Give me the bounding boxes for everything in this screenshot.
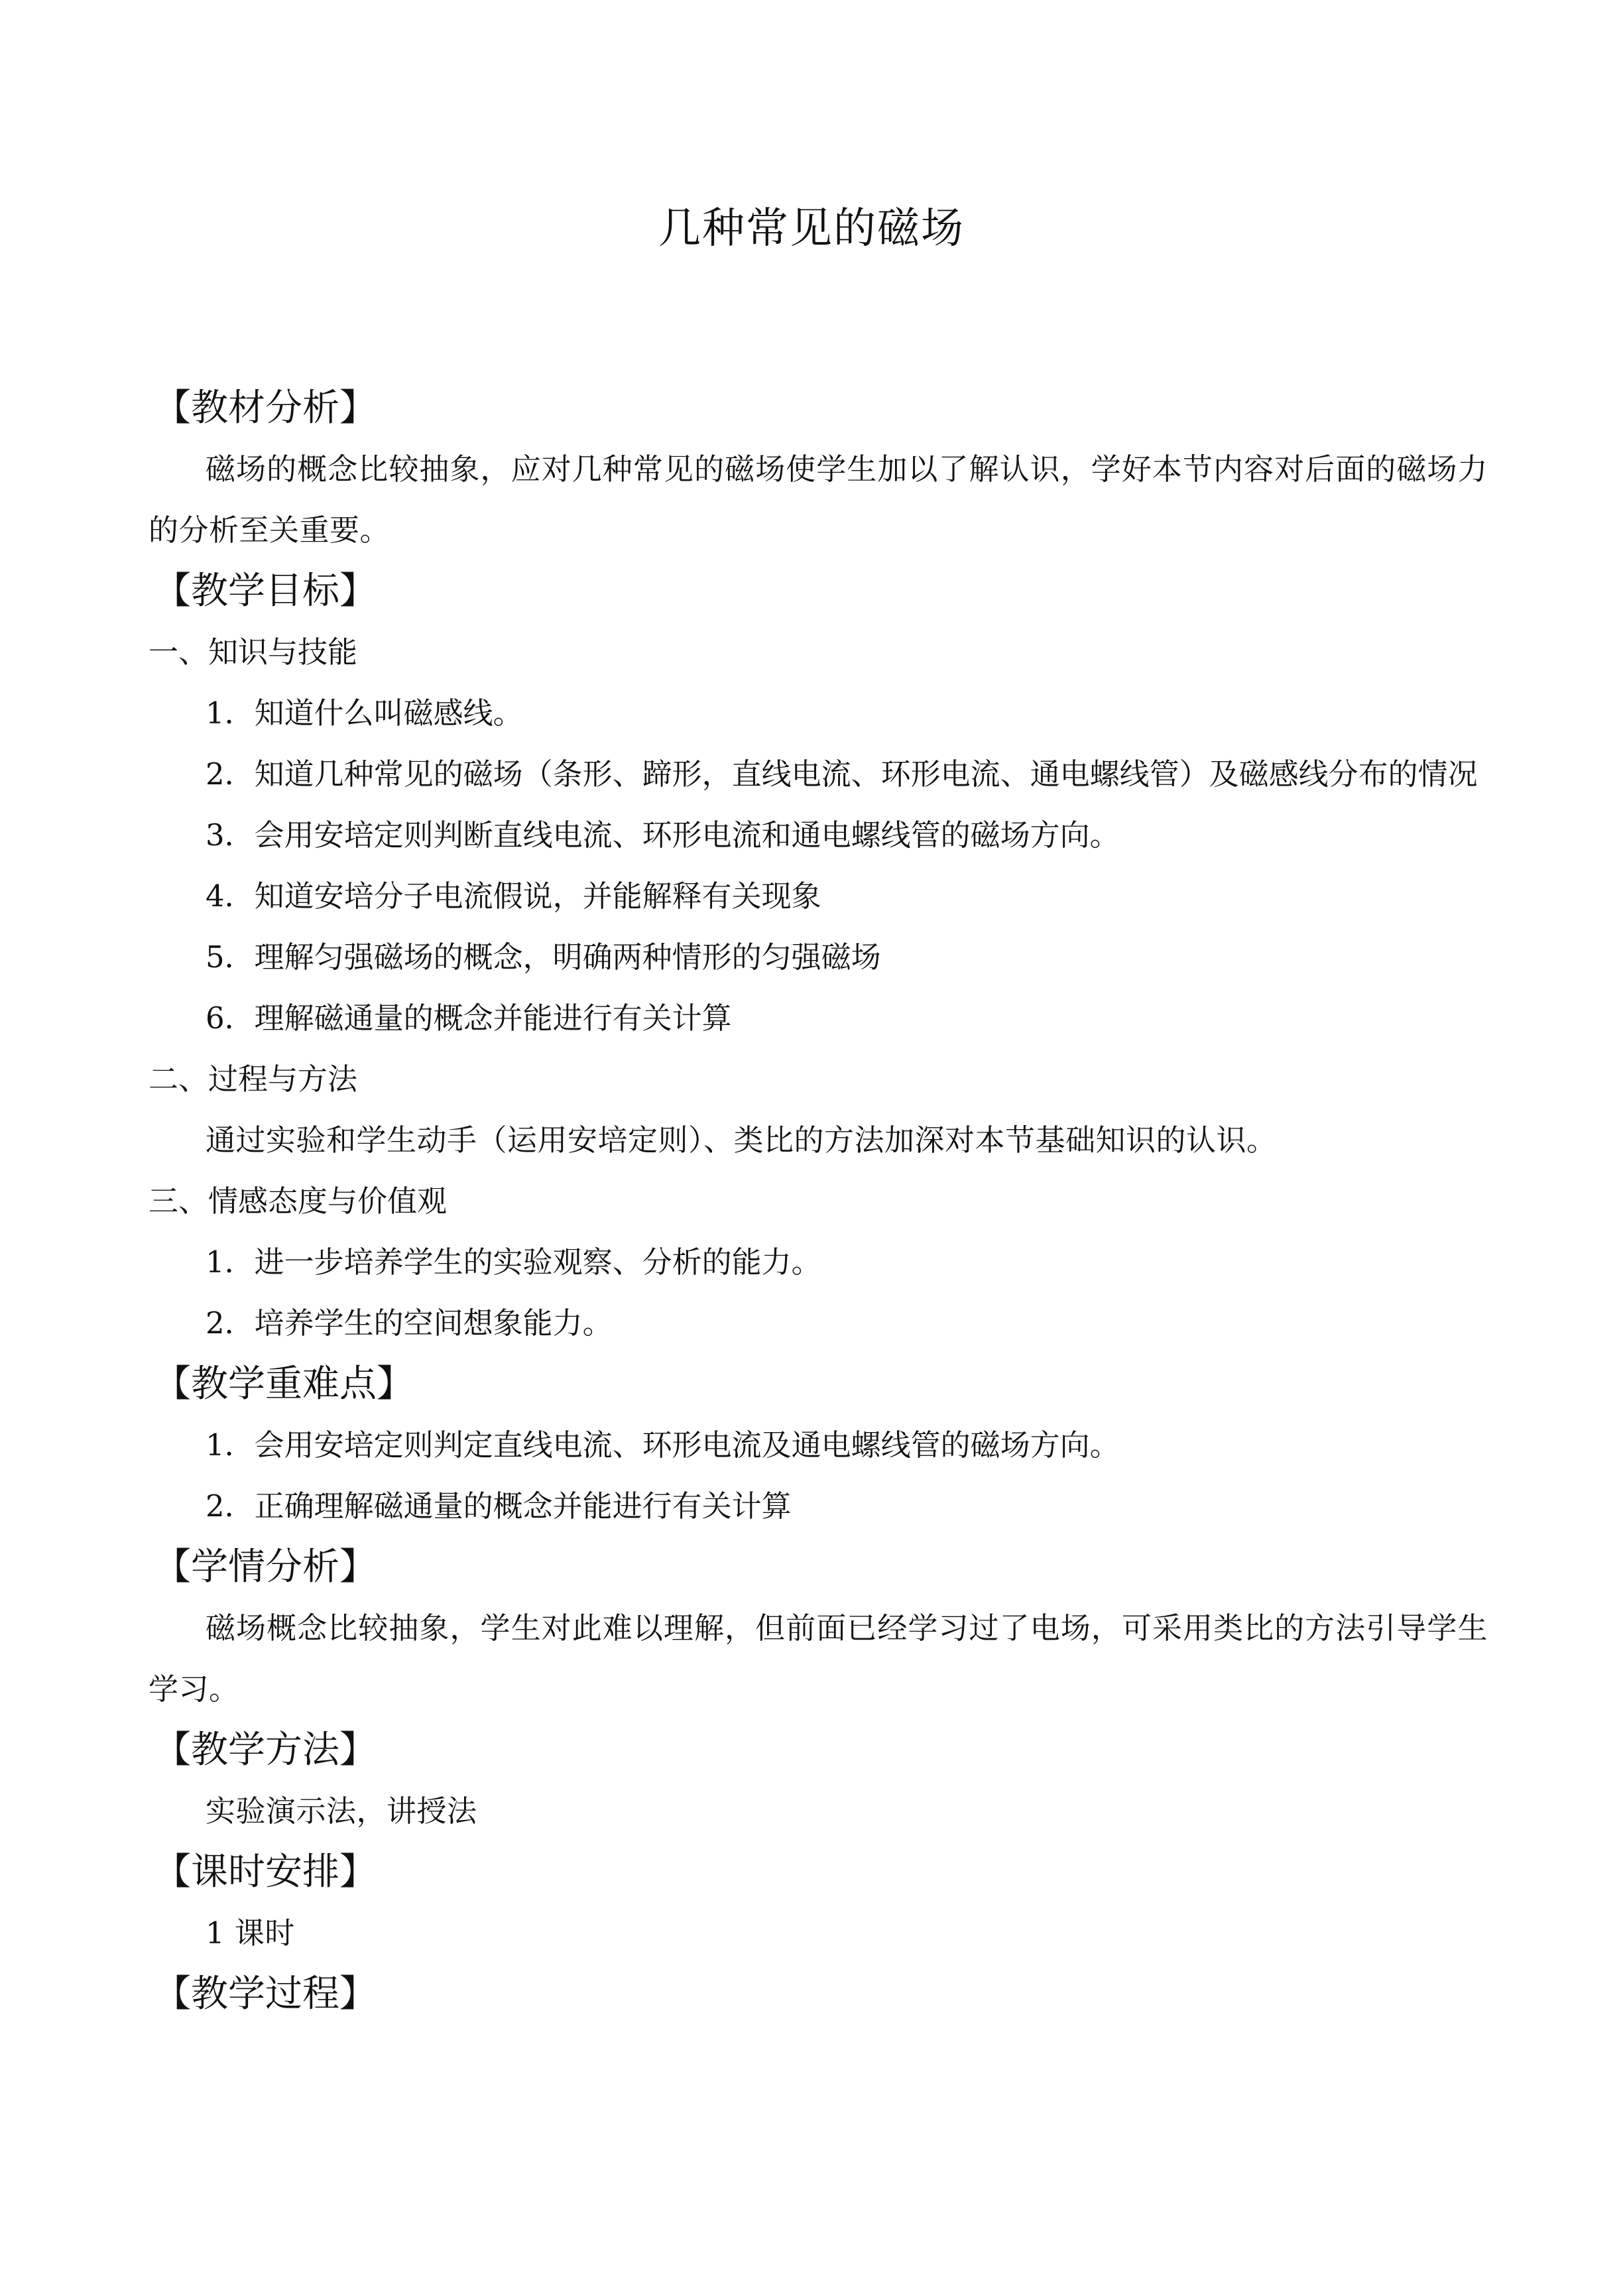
objective-item-3: 3．会用安培定则判断直线电流、环形电流和通电螺线管的磁场方向。 xyxy=(206,817,1120,853)
heading-teaching-process: 【教学过程】 xyxy=(154,1972,377,2016)
document-title: 几种常见的磁场 xyxy=(658,204,965,253)
objective-item-4: 4．知道安培分子电流假说，并能解释有关现象 xyxy=(206,878,821,914)
objective-item-5: 5．理解匀强磁场的概念，明确两种情形的匀强磁场 xyxy=(206,939,881,975)
heading-key-difficulties: 【教学重难点】 xyxy=(154,1362,414,1406)
objective-item-2: 2．知道几种常见的磁场（条形、蹄形，直线电流、环形电流、通电螺线管）及磁感线分布的情况 xyxy=(206,756,1478,792)
objective-item-1: 1．知道什么叫磁感线。 xyxy=(206,695,523,731)
difficulty-item-1: 1．会用安培定则判定直线电流、环形电流及通电螺线管的磁场方向。 xyxy=(206,1427,1120,1463)
heading-teaching-methods: 【教学方法】 xyxy=(154,1728,377,1772)
paragraph-teaching-methods: 实验演示法，讲授法 xyxy=(206,1793,477,1829)
paragraph-textbook-analysis: 磁场的概念比较抽象，应对几种常见的磁场使学生加以了解认识，学好本节内容对后面的磁场力的分析至关重要。 xyxy=(149,452,1488,548)
attitude-item-1: 1．进一步培养学生的实验观察、分析的能力。 xyxy=(206,1244,821,1280)
difficulty-item-2: 2．正确理解磁通量的概念并能进行有关计算 xyxy=(206,1488,792,1524)
heading-student-analysis: 【学情分析】 xyxy=(154,1545,377,1589)
subheading-knowledge-skills: 一、知识与技能 xyxy=(149,634,358,670)
heading-textbook-analysis: 【教材分析】 xyxy=(154,387,377,430)
paragraph-student-analysis: 磁场概念比较抽象，学生对此难以理解，但前面已经学习过了电场，可采用类比的方法引导学生学习。 xyxy=(149,1610,1488,1707)
objective-item-6: 6．理解磁通量的概念并能进行有关计算 xyxy=(206,1000,732,1036)
heading-class-schedule: 【课时安排】 xyxy=(154,1850,377,1894)
paragraph-class-schedule: 1 课时 xyxy=(206,1915,295,1951)
subheading-process-method: 二、过程与方法 xyxy=(149,1061,358,1097)
paragraph-process-method: 通过实验和学生动手（运用安培定则）、类比的方法加深对本节基础知识的认识。 xyxy=(206,1122,1277,1158)
attitude-item-2: 2．培养学生的空间想象能力。 xyxy=(206,1305,613,1341)
document-body xyxy=(149,378,1488,2025)
subheading-attitude-values: 三、情感态度与价值观 xyxy=(149,1183,448,1219)
heading-teaching-objectives: 【教学目标】 xyxy=(154,570,377,613)
